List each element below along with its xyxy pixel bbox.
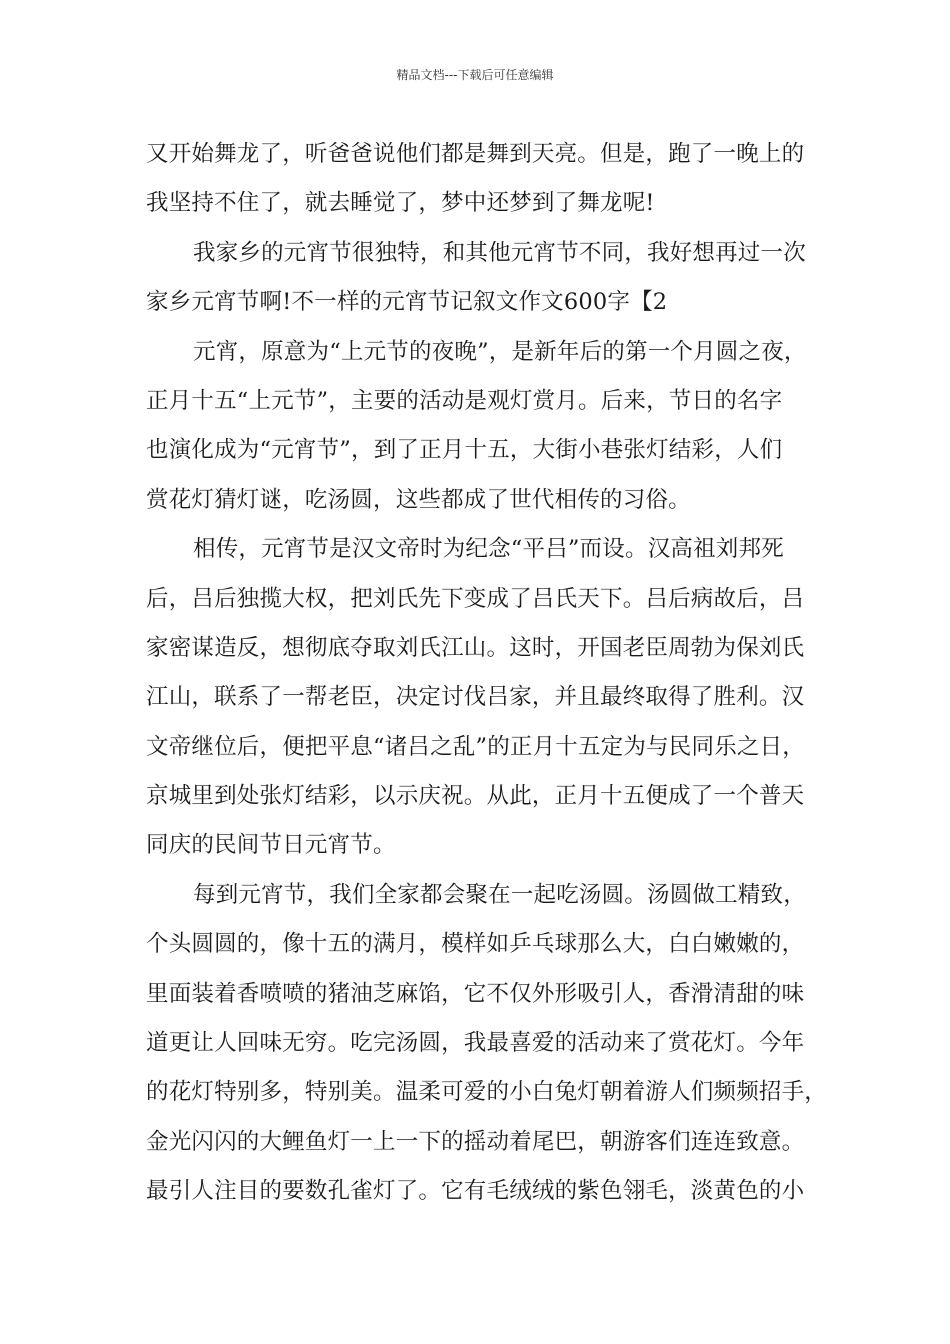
text-line: 家乡元宵节啊!不一样的元宵节记叙文作文600字【2 [146,289,668,316]
text-line: 后，吕后独揽大权，把刘氏先下变成了吕氏天下。吕后病故后，吕 [146,585,805,612]
text-line: 京城里到处张灯结彩，以示庆祝。从此，正月十五便成了一个普天 [146,783,805,810]
paragraph-start-line: 相传，元宵节是汉文帝时为纪念“平吕”而设。汉高祖刘邦死 [193,536,784,563]
paragraph-start-line: 我家乡的元宵节很独特，和其他元宵节不同，我好想再过一次 [193,239,806,266]
text-line: 同庆的民间节日元宵节。 [146,832,396,859]
text-line: 家密谋造反，想彻底夺取刘氏江山。这时，开国老臣周勃为保刘氏 [146,634,805,661]
page-header: 精品文档---下载后可任意编辑 [396,68,554,82]
text-line: 里面装着香喷喷的猪油芝麻馅，它不仅外形吸引人，香滑清甜的味 [146,980,805,1007]
text-line: 也演化成为“元宵节”，到了正月十五，大街小巷张灯结彩，人们 [146,437,783,464]
paragraph-start-line: 元宵，原意为“上元节的夜晚”，是新年后的第一个月圆之夜， [193,338,807,365]
text-line: 个头圆圆的，像十五的满月，模样如乒乓球那么大，白白嫩嫩的， [146,931,805,958]
text-line: 文帝继位后，便把平息“诸吕之乱”的正月十五定为与民同乐之日， [146,733,806,760]
text-line: 又开始舞龙了，听爸爸说他们都是舞到天亮。但是，跑了一晚上的 [146,141,805,167]
text-line: 金光闪闪的大鲤鱼灯一上一下的摇动着尾巴，朝游客们连连致意。 [146,1128,805,1155]
paragraph-start-line: 每到元宵节，我们全家都会聚在一起吃汤圆。汤圆做工精致， [193,881,806,908]
text-line: 正月十五“上元节”，主要的活动是观灯赏月。后来，节日的名字 [146,387,783,414]
text-line: 江山，联系了一帮老臣，决定讨伐吕家，并且最终取得了胜利。汉 [146,684,805,711]
text-line: 的花灯特别多，特别美。温柔可爱的小白兔灯朝着游人们频频招手， [146,1079,828,1106]
text-line: 最引人注目的要数孔雀灯了。它有毛绒绒的紫色翎毛，淡黄色的小 [146,1178,805,1205]
text-line: 赏花灯猜灯谜，吃汤圆，这些都成了世代相传的习俗。 [146,486,691,513]
document-body [146,130,826,1217]
text-line: 道更让人回味无穷。吃完汤圆，我最喜爱的活动来了赏花灯。今年 [146,1030,805,1057]
text-line: 我坚持不住了，就去睡觉了，梦中还梦到了舞龙呢! [146,190,655,217]
